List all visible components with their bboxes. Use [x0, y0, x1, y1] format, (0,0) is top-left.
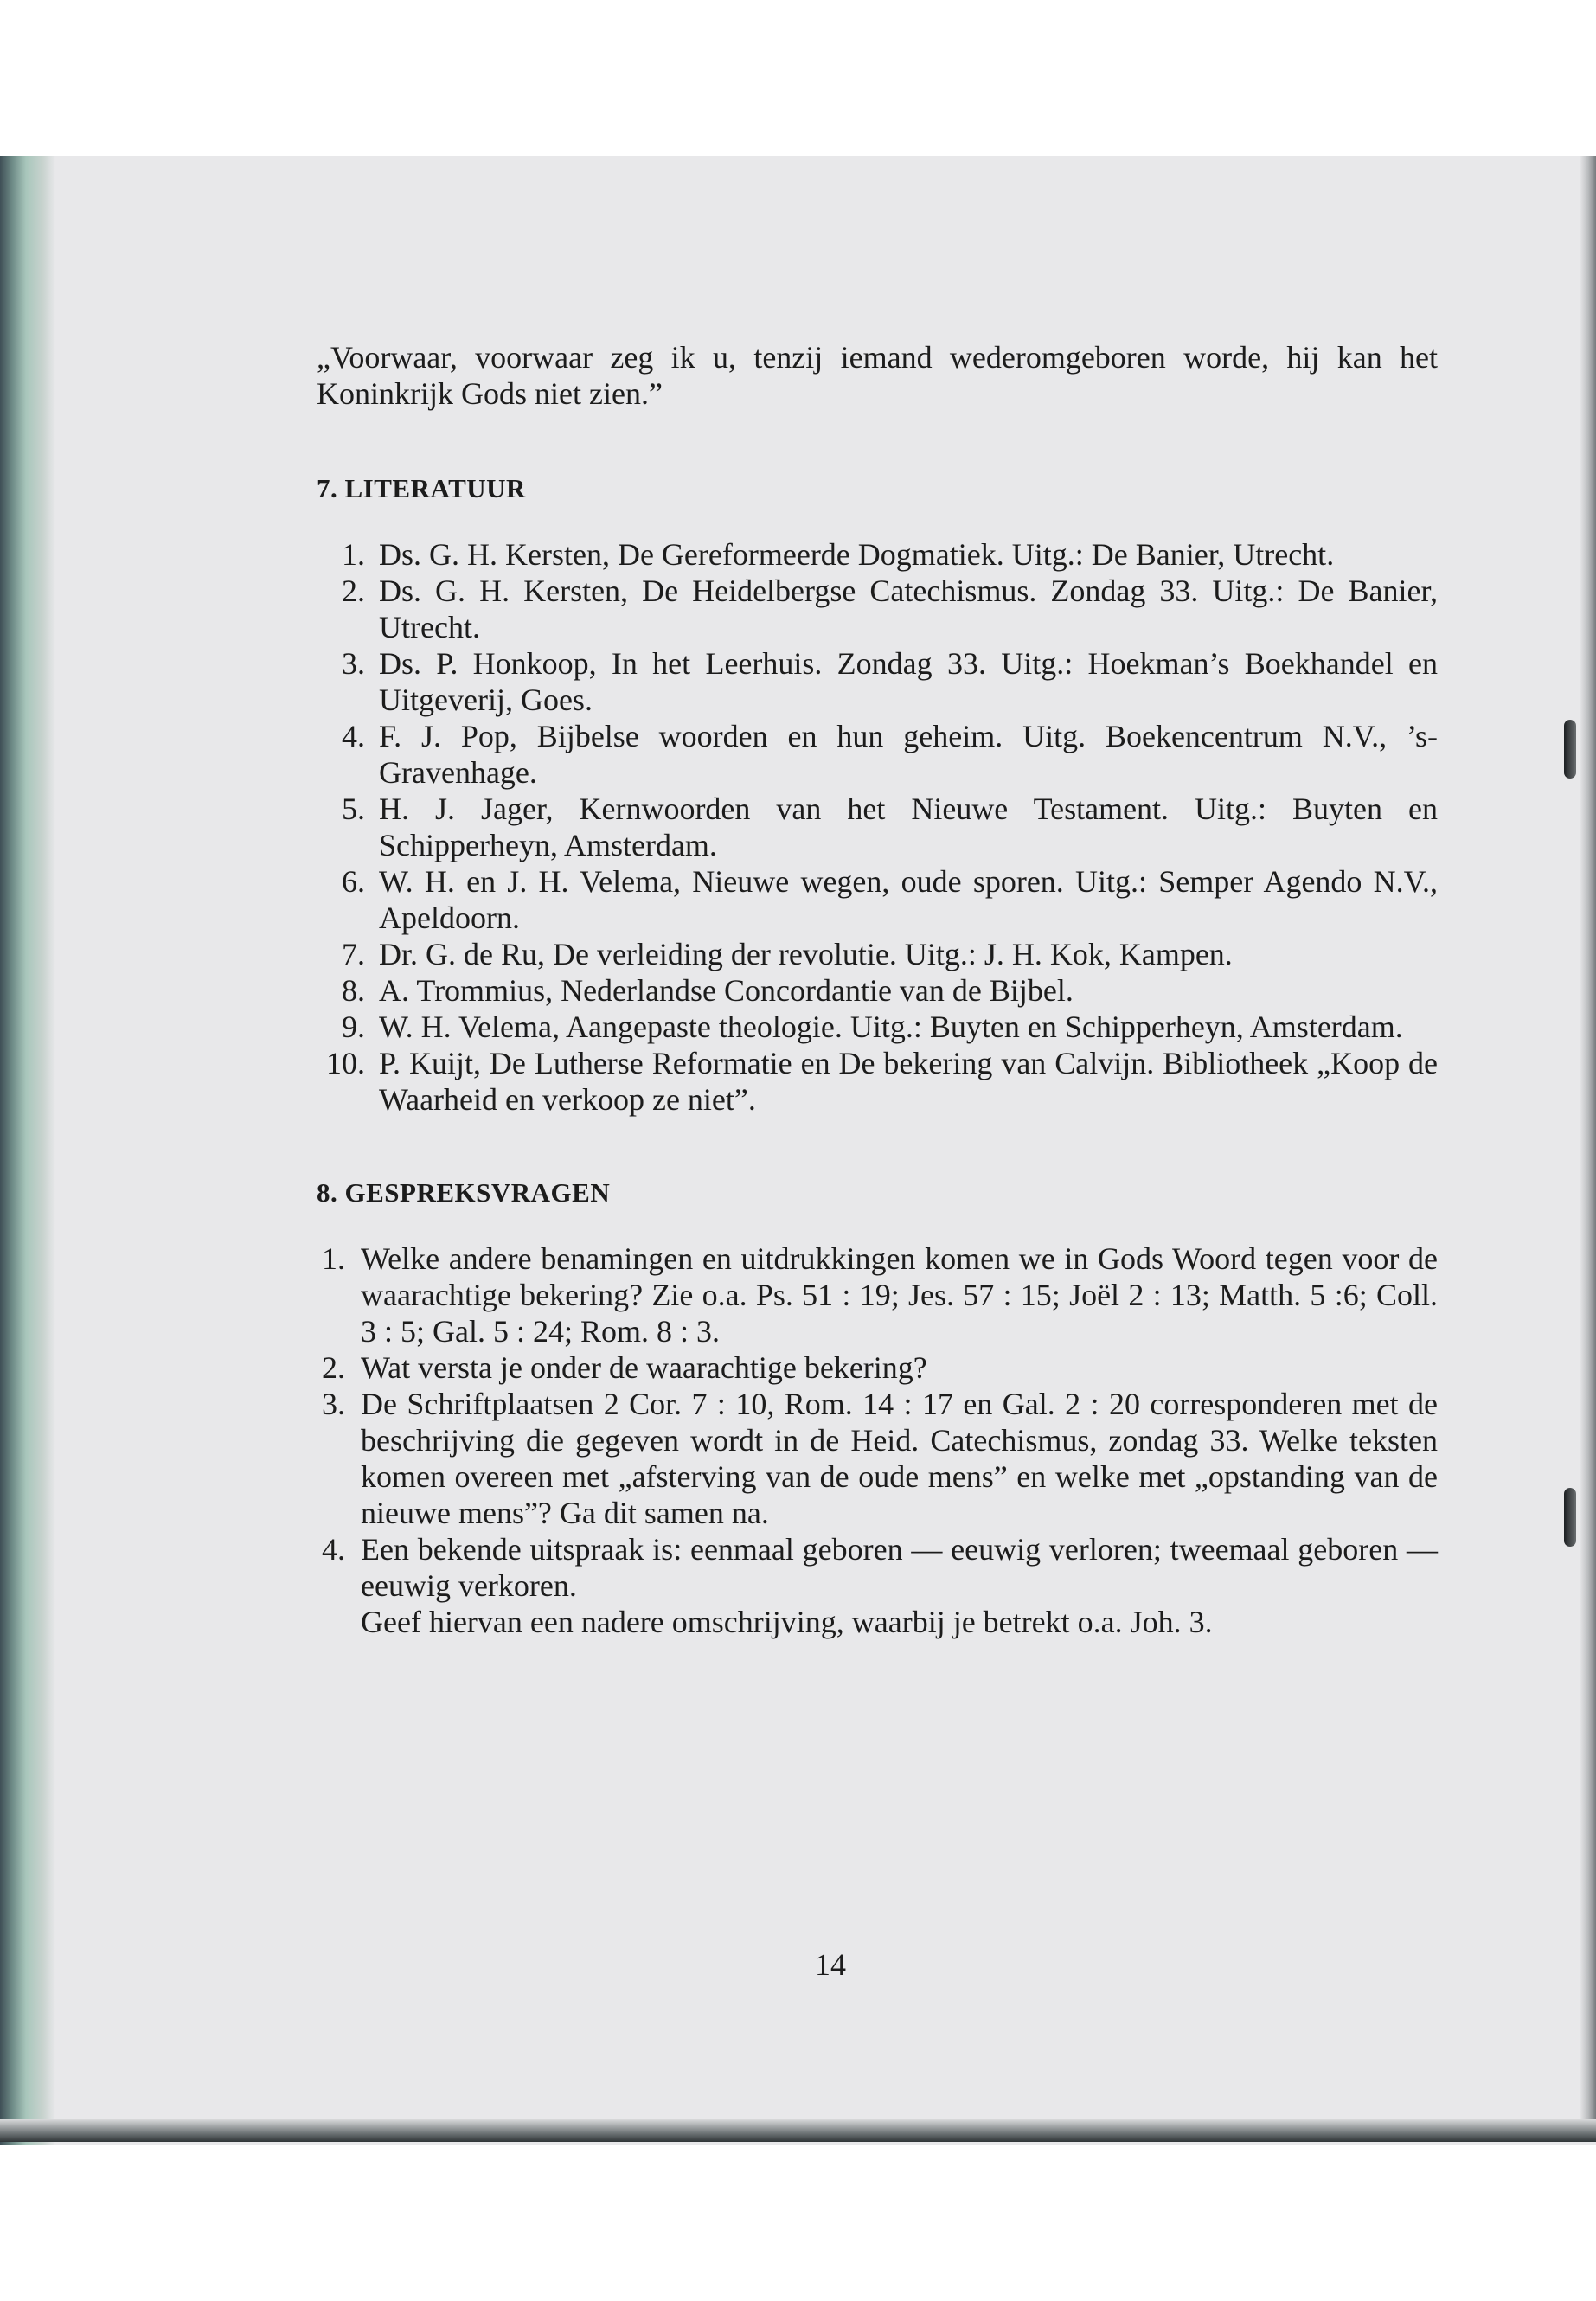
literatuur-item: [317, 645, 1438, 718]
question-item: [317, 1386, 1438, 1531]
item-text: Welke andere benamingen en uitdrukkingen komen we in Gods Woord tegen voor de waarachtige bekering? Zie o.a. Ps. 51 : 19; Jes. 57 : 15; Joël 2 : 13; Matth. 5 :6; Coll. 3 : 5; Gal. 5 : 24; Rom. 8 : 3.: [361, 1241, 1438, 1349]
item-number: 2.: [322, 1350, 345, 1385]
item-text: W. H. Velema, Aangepaste theologie. Uitg.: Buyten en Schipperheyn, Amsterdam.: [379, 1009, 1403, 1044]
item-number: 1.: [322, 1241, 345, 1276]
item-number: 2.: [342, 574, 365, 608]
page-right-edge: [1580, 156, 1596, 2137]
page-bottom-edge: [0, 2119, 1596, 2142]
literatuur-item: [317, 573, 1438, 645]
question-item: [317, 1531, 1438, 1640]
item-text: Ds. P. Honkoop, In het Leerhuis. Zondag 33. Uitg.: Hoekman’s Boekhandel en Uitgeverij, Goes.: [379, 646, 1438, 717]
item-text: P. Kuijt, De Lutherse Reformatie en De bekering van Calvijn. Bibliotheek „Koop de Waarheid en verkoop ze niet”.: [379, 1046, 1438, 1117]
bible-quote: „Voorwaar, voorwaar zeg ik u, tenzij iemand wederomgeboren worde, hij kan het Koninkrijk Gods niet zien.”: [317, 340, 1438, 411]
item-number: 5.: [342, 792, 365, 826]
item-text: A. Trommius, Nederlandse Concordantie van de Bijbel.: [379, 973, 1074, 1008]
item-number: 8.: [342, 973, 365, 1008]
literatuur-item: [317, 936, 1438, 972]
gespreksvragen-heading: 8. GESPREKSVRAGEN: [317, 1177, 611, 1208]
literatuur-item: [317, 718, 1438, 791]
binder-clip-icon: [1564, 720, 1576, 779]
item-number: 3.: [322, 1387, 345, 1421]
gespreksvragen-list: [317, 1240, 1438, 1640]
item-text: Ds. G. H. Kersten, De Heidelbergse Catechismus. Zondag 33. Uitg.: De Banier, Utrecht.: [379, 574, 1438, 644]
literatuur-item: [317, 972, 1438, 1009]
item-number: 9.: [342, 1009, 365, 1044]
book-spine: [0, 156, 55, 2145]
item-number: 4.: [342, 719, 365, 753]
item-text: De Schriftplaatsen 2 Cor. 7 : 10, Rom. 14 : 17 en Gal. 2 : 20 corresponderen met de beschrijving die gegeven wordt in de Heid. Catechismus, zondag 33. Welke teksten komen overeen met „afsterving van de oude mens” en welke met „opstanding van de nieuwe mens”? Ga dit samen na.: [361, 1387, 1438, 1530]
item-text: Ds. G. H. Kersten, De Gereformeerde Dogmatiek. Uitg.: De Banier, Utrecht.: [379, 537, 1335, 572]
item-text: Dr. G. de Ru, De verleiding der revolutie. Uitg.: J. H. Kok, Kampen.: [379, 937, 1233, 971]
literatuur-heading: 7. LITERATUUR: [317, 473, 526, 503]
literatuur-item: [317, 863, 1438, 936]
item-number: 4.: [322, 1532, 345, 1567]
literatuur-list: [317, 536, 1438, 1118]
binder-clip-icon: [1564, 1488, 1576, 1547]
item-number: 10.: [326, 1046, 365, 1080]
item-number: 7.: [342, 937, 365, 971]
literatuur-item: [317, 791, 1438, 863]
item-number: 1.: [342, 537, 365, 572]
item-text: F. J. Pop, Bijbelse woorden en hun geheim. Uitg. Boekencentrum N.V., ’s-Gravenhage.: [379, 719, 1438, 790]
literatuur-item: [317, 1009, 1438, 1045]
literatuur-item: [317, 1045, 1438, 1118]
item-text: Wat versta je onder de waarachtige bekering?: [361, 1350, 927, 1385]
item-number: 3.: [342, 646, 365, 681]
question-item: [317, 1240, 1438, 1349]
literatuur-item: [317, 536, 1438, 573]
item-text: Een bekende uitspraak is: eenmaal geboren — eeuwig verloren; tweemaal geboren — eeuwig verkoren.: [361, 1532, 1438, 1603]
item-number: 6.: [342, 864, 365, 899]
page-content: [317, 339, 1438, 1640]
item-text: W. H. en J. H. Velema, Nieuwe wegen, oude sporen. Uitg.: Semper Agendo N.V., Apeldoorn.: [379, 864, 1438, 935]
item-text: H. J. Jager, Kernwoorden van het Nieuwe Testament. Uitg.: Buyten en Schipperheyn, Amsterdam.: [379, 792, 1438, 862]
question-item: [317, 1349, 1438, 1386]
item-extra-text: Geef hiervan een nadere omschrijving, waarbij je betrekt o.a. Joh. 3.: [361, 1605, 1213, 1639]
page-number: 14: [815, 1947, 846, 1982]
